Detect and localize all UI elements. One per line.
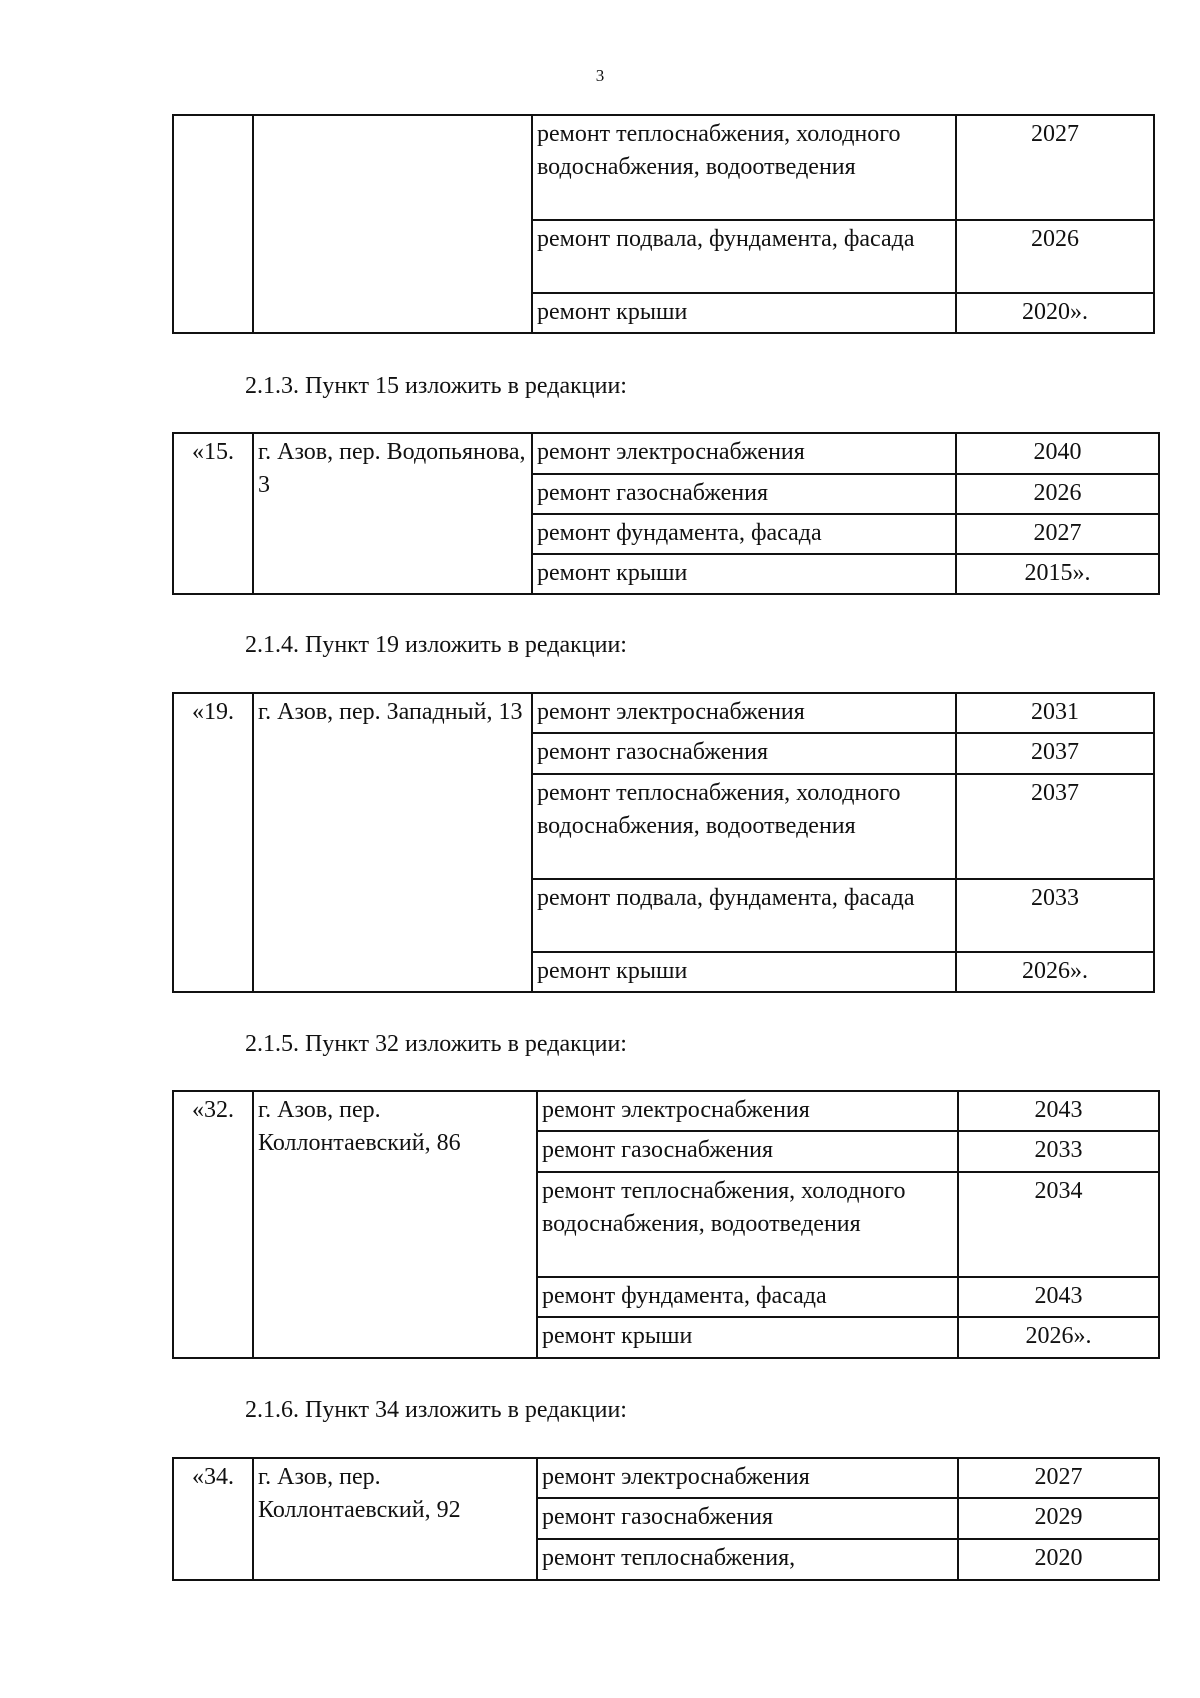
year-cell: 2033 bbox=[958, 1131, 1159, 1172]
year-cell: 2026». bbox=[958, 1317, 1159, 1358]
table-row bbox=[173, 693, 1154, 733]
item-number-cell: «15. bbox=[173, 433, 253, 594]
year-cell: 2015». bbox=[956, 554, 1159, 594]
work-cell: ремонт фундамента, фасада bbox=[537, 1277, 958, 1317]
work-cell: ремонт подвала, фундамента, фасада bbox=[532, 879, 956, 952]
year-cell: 2029 bbox=[958, 1498, 1159, 1539]
item-table bbox=[172, 1457, 1160, 1581]
table-row bbox=[173, 433, 1159, 474]
year-cell: 2040 bbox=[956, 433, 1159, 474]
page-number: 3 bbox=[595, 66, 605, 85]
work-cell: ремонт теплоснабжения, холодного водоснабжения, водоотведения bbox=[532, 115, 956, 220]
item-number-cell: «34. bbox=[173, 1458, 253, 1580]
table-row bbox=[173, 115, 1154, 220]
address-cell: г. Азов, пер. Западный, 13 bbox=[253, 693, 532, 992]
year-cell: 2027 bbox=[958, 1458, 1159, 1498]
year-cell: 2034 bbox=[958, 1172, 1159, 1277]
item-number-cell: «19. bbox=[173, 693, 253, 992]
table-row bbox=[173, 1458, 1159, 1498]
work-cell: ремонт электроснабжения bbox=[537, 1091, 958, 1131]
table-row bbox=[173, 1091, 1159, 1131]
address-cell: г. Азов, пер. Коллонтаевский, 86 bbox=[253, 1091, 537, 1358]
work-cell: ремонт газоснабжения bbox=[537, 1131, 958, 1172]
item-table bbox=[172, 432, 1160, 595]
work-cell: ремонт электроснабжения bbox=[532, 433, 956, 474]
work-cell: ремонт газоснабжения bbox=[537, 1498, 958, 1539]
year-cell: 2020 bbox=[958, 1539, 1159, 1580]
section-heading: 2.1.3. Пункт 15 изложить в редакции: bbox=[245, 373, 627, 399]
work-cell: ремонт крыши bbox=[537, 1317, 958, 1358]
work-cell: ремонт газоснабжения bbox=[532, 733, 956, 774]
work-cell: ремонт подвала, фундамента, фасада bbox=[532, 220, 956, 293]
year-cell: 2026 bbox=[956, 474, 1159, 514]
address-cell bbox=[253, 115, 532, 333]
year-cell: 2031 bbox=[956, 693, 1154, 733]
work-cell: ремонт крыши bbox=[532, 554, 956, 594]
work-cell: ремонт газоснабжения bbox=[532, 474, 956, 514]
year-cell: 2026 bbox=[956, 220, 1154, 293]
item-table bbox=[172, 1090, 1160, 1359]
address-cell: г. Азов, пер. Водопьянова, 3 bbox=[253, 433, 532, 594]
year-cell: 2026». bbox=[956, 952, 1154, 992]
work-cell: ремонт электроснабжения bbox=[537, 1458, 958, 1498]
year-cell: 2027 bbox=[956, 514, 1159, 554]
section-heading: 2.1.5. Пункт 32 изложить в редакции: bbox=[245, 1031, 627, 1057]
year-cell: 2043 bbox=[958, 1277, 1159, 1317]
item-number-cell: «32. bbox=[173, 1091, 253, 1358]
continuation-table bbox=[172, 114, 1155, 334]
work-cell: ремонт теплоснабжения, холодного водоснабжения, водоотведения bbox=[532, 774, 956, 879]
work-cell: ремонт крыши bbox=[532, 952, 956, 992]
work-cell: ремонт теплоснабжения, холодного водоснабжения, водоотведения bbox=[537, 1172, 958, 1277]
year-cell: 2043 bbox=[958, 1091, 1159, 1131]
section-heading: 2.1.6. Пункт 34 изложить в редакции: bbox=[245, 1397, 627, 1423]
section-heading: 2.1.4. Пункт 19 изложить в редакции: bbox=[245, 632, 627, 658]
item-number-cell bbox=[173, 115, 253, 333]
work-cell: ремонт электроснабжения bbox=[532, 693, 956, 733]
address-cell: г. Азов, пер. Коллонтаевский, 92 bbox=[253, 1458, 537, 1580]
year-cell: 2037 bbox=[956, 733, 1154, 774]
year-cell: 2027 bbox=[956, 115, 1154, 220]
item-table bbox=[172, 692, 1155, 993]
year-cell: 2020». bbox=[956, 293, 1154, 333]
year-cell: 2037 bbox=[956, 774, 1154, 879]
work-cell: ремонт теплоснабжения, bbox=[537, 1539, 958, 1580]
work-cell: ремонт крыши bbox=[532, 293, 956, 333]
work-cell: ремонт фундамента, фасада bbox=[532, 514, 956, 554]
year-cell: 2033 bbox=[956, 879, 1154, 952]
